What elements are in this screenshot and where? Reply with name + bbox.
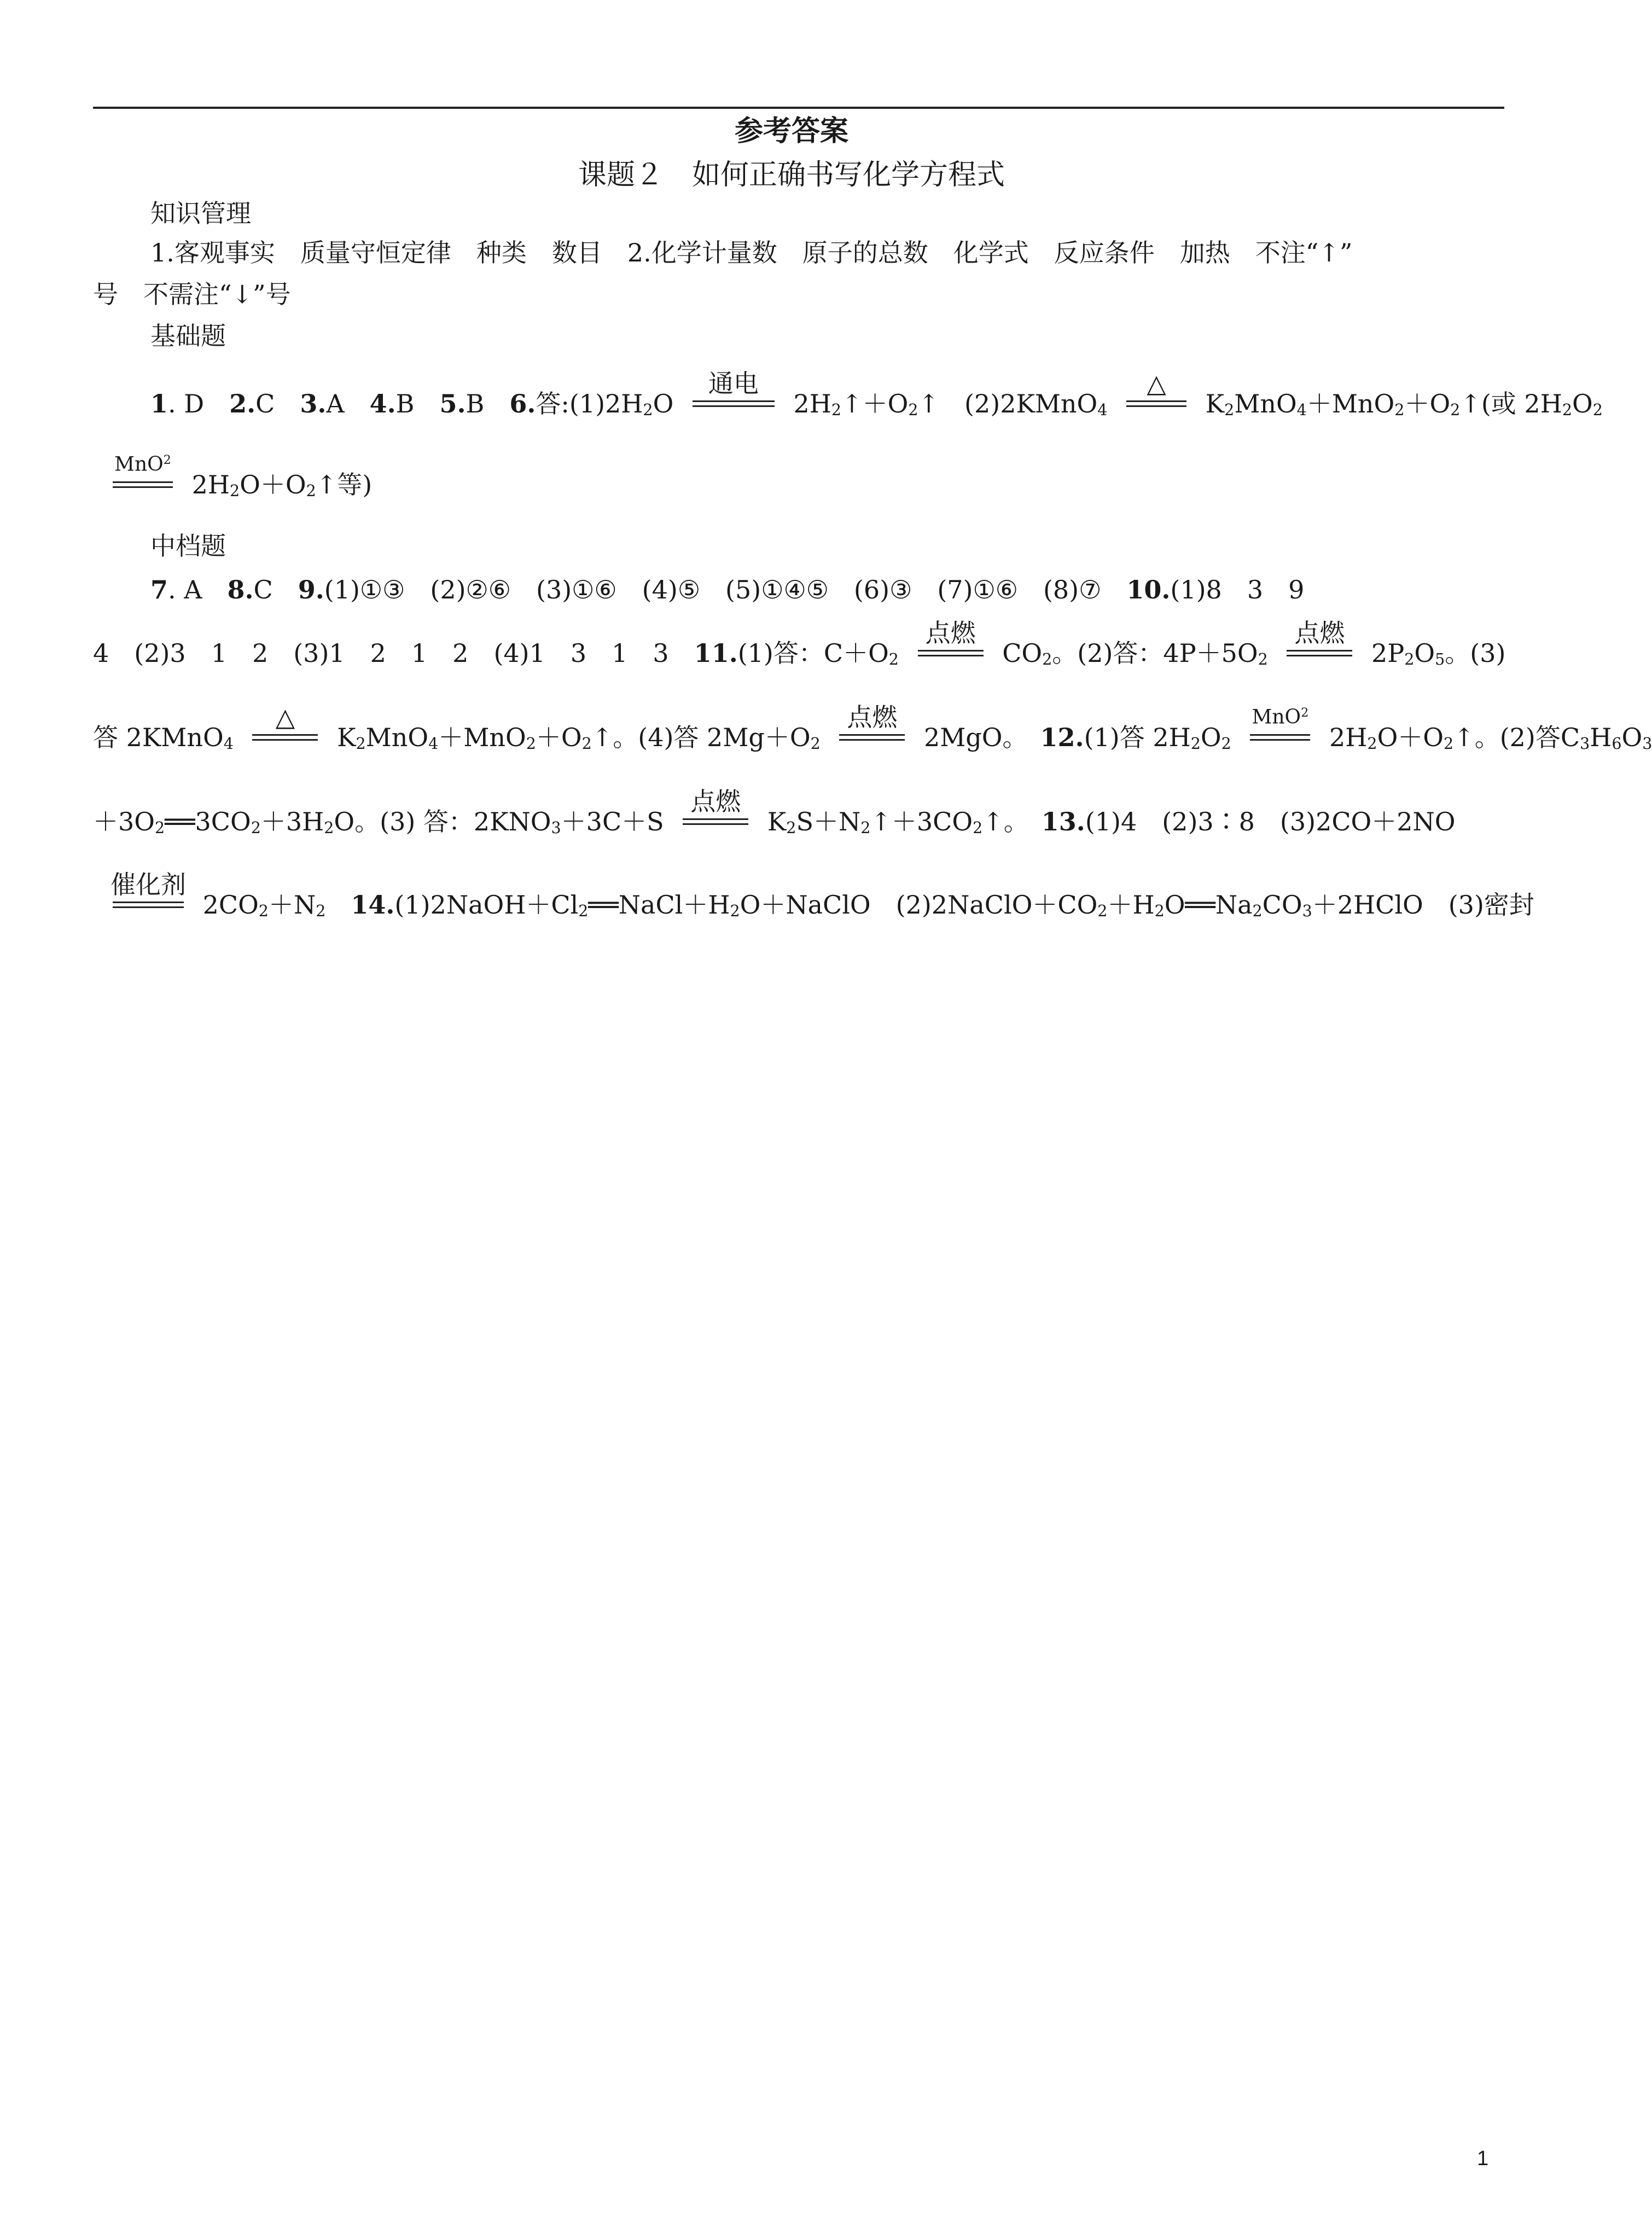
condition-ignite: 点燃: [915, 640, 987, 662]
header-rule: [93, 107, 1504, 109]
knowledge-line-1: 1.客观事实 质量守恒定律 种类 数目 2.化学计量数 原子的总数 化学式 反应条件 加热 不注“↑”: [150, 238, 1353, 267]
medium-answers-line-3: 答 2KMnO4 △ K2MnO4＋MnO2＋O2↑。(4)答 2Mg＋O2 点燃 2MgO。 12.(1)答 2H2O2 MnO$^2$ 2H2O＋O2↑。(2)答C3H6O3: [93, 702, 1652, 753]
condition-heat: △: [1123, 391, 1190, 412]
medium-answers-line-2: 4 (2)3 1 2 (3)1 2 1 2 (4)1 3 1 3 11.(1)答：C＋O2 点燃 CO2。(2)答：4P＋5O2 点燃 2P2O5。(3): [93, 618, 1506, 669]
medium-answers-line-5: 催化剂 2CO2＋N2 14.(1)2NaOH＋Cl2══NaCl＋H2O＋NaClO (2)2NaClO＋CO2＋H2O══Na2CO3＋2HClO (3)密封: [110, 870, 1534, 921]
basic-answers-line-2: MnO$^2$ 2H2O＋O2↑等): [109, 468, 372, 508]
basic-answers-line-1: 1. D 2.C 3.A 4.B 5.B 6.答:(1)2H2O 通电 2H2↑＋O2↑ (2)2KMnO4 △ K2MnO4＋MnO2＋O2↑(或 2H2O2: [150, 369, 1603, 420]
condition-ignite: 点燃: [679, 809, 752, 830]
condition-heat: △: [249, 724, 321, 746]
condition-catalyst-mno2: MnO$^2$: [109, 472, 176, 493]
section-knowledge: 知识管理: [150, 199, 251, 228]
section-basic: 基础题: [150, 321, 226, 351]
condition-catalyst-mno2: MnO$^2$: [1247, 724, 1313, 746]
condition-electrolysis: 通电: [689, 391, 778, 412]
condition-ignite: 点燃: [1283, 640, 1356, 662]
condition-catalyst: 催化剂: [109, 892, 187, 914]
lesson-title: 课题２ 如何正确书写化学方程式: [578, 159, 1005, 191]
knowledge-line-2: 号 不需注“↓”号: [93, 280, 291, 309]
section-medium: 中档题: [150, 531, 226, 561]
page-number: 1: [1477, 2147, 1489, 2170]
condition-ignite: 点燃: [836, 724, 908, 746]
medium-answers-line-4: ＋3O2══3CO2＋3H2O。(3) 答：2KNO3＋3C＋S 点燃 K2S＋N2↑＋3CO2↑。 13.(1)4 (2)3∶8 (3)2CO＋2NO: [93, 787, 1456, 838]
page-title: 参考答案: [734, 114, 848, 148]
medium-answers-line-1: 7. A 8.C 9.(1)①③ (2)②⑥ (3)①⑥ (4)⑤ (5)①④⑤ (6)③ (7)①⑥ (8)⑦ 10.(1)8 3 9: [150, 575, 1305, 604]
